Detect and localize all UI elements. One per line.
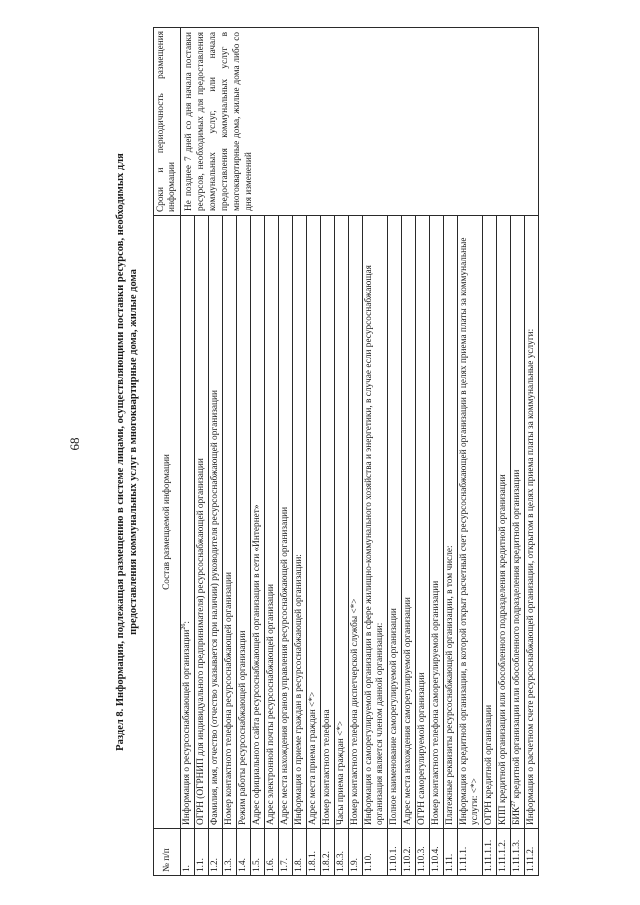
row-content [444, 216, 458, 829]
row-number: 1.4. [237, 829, 251, 876]
row-content [349, 216, 363, 829]
row-content-text: ОГРН саморегулируемой организации [417, 672, 427, 825]
row-content [181, 216, 195, 829]
header-terms: Сроки и периодичность размещения информации [154, 28, 181, 216]
row-content [279, 216, 293, 829]
row-content [321, 216, 335, 829]
info-table [153, 27, 539, 876]
row-content-tail: : [182, 621, 192, 624]
row-content [458, 216, 483, 829]
rotated-page-content [112, 28, 622, 876]
row-content-text: ОГРН (ОГРНИП для индивидуального предпринимателя) ресурсоснабжающей организации [196, 458, 206, 825]
header-content: Состав размещаемой информации [154, 216, 181, 829]
row-number: 1.7. [279, 829, 293, 876]
row-number: 1.1. [195, 829, 209, 876]
footnote-ref: 26 [180, 623, 187, 630]
row-content-text: Адрес места нахождения саморегулируемой организации [403, 597, 413, 825]
row-content [416, 216, 430, 829]
row-content [388, 216, 402, 829]
table-body [181, 28, 539, 876]
row-content-text: ОГРН кредитной организации [484, 704, 494, 825]
footnote-ref: 27 [510, 800, 517, 807]
row-content-text: Информация о приеме граждан в ресурсоснабжающей организации: [294, 554, 304, 825]
table-row [181, 28, 195, 876]
row-content-text: Информация о ресурсоснабжающей организации [182, 629, 192, 825]
row-content-text: Информация о расчетном счете ресурсоснабжающей организации, открытом в целях приема платы за коммунальные услуги: [526, 328, 536, 825]
terms-cell: Не позднее 7 дней со дня начала поставки ресурсов, необходимых для предоставления коммунальных услуг, или начала предоставления коммунальных услуг в многоквартирные дома, жилые дома либо со дня изменений [181, 28, 539, 216]
row-content [237, 216, 251, 829]
row-content [525, 216, 539, 829]
row-content-text: Фамилия, имя, отчество (отчество указывается при наличии) руководителя ресурсоснабжающей организации [210, 390, 220, 825]
row-content [265, 216, 279, 829]
row-content-text: Адрес официального сайта ресурсоснабжающей организации в сети «Интернет» [252, 504, 262, 825]
row-content-text: Номер контактного телефона диспетчерской службы <*> [350, 598, 360, 825]
header-num: № п/п [154, 829, 181, 876]
row-content-text: кредитной организации или обособленного подразделения кредитной организации [512, 469, 522, 801]
row-content-text: Платежные реквизиты ресурсоснабжающей организации, в том числе: [445, 545, 455, 825]
row-content [209, 216, 223, 829]
row-content [307, 216, 321, 829]
row-number: 1.5. [251, 829, 265, 876]
row-content-text: Режим работы ресурсоснабжающей организации [238, 630, 248, 825]
row-number: 1. [181, 829, 195, 876]
row-content [293, 216, 307, 829]
row-number: 1.11.2. [525, 829, 539, 876]
row-number: 1.10.2. [402, 829, 416, 876]
row-content [483, 216, 497, 829]
row-number: 1.6. [265, 829, 279, 876]
row-content-text: Часы приема граждан <*> [336, 720, 346, 825]
row-number: 1.9. [349, 829, 363, 876]
row-number: 1.8.1. [307, 829, 321, 876]
row-number: 1.11. [444, 829, 458, 876]
row-number: 1.8. [293, 829, 307, 876]
row-content-text: Полное наименование саморегулируемой организации [389, 608, 399, 825]
row-number: 1.2. [209, 829, 223, 876]
row-content-text: Адрес места нахождения органов управления ресурсоснабжающей организации [280, 506, 290, 825]
row-number: 1.10.3. [416, 829, 430, 876]
row-content [251, 216, 265, 829]
section-title-line-1: Раздел 8. Информация, подлежащая размещению в системе лицами, осуществляющими поставки ресурсов, необходимых для [115, 153, 126, 751]
row-content [335, 216, 349, 829]
row-number: 1.11.1. [458, 829, 483, 876]
row-content [363, 216, 388, 829]
row-content-text: Информация о кредитной организации, в которой открыт расчетный счет ресурсоснабжающей организации в целях приема платы за коммунальные услуги: <*> [459, 237, 480, 825]
row-content-text: Информация о саморегулируемой организации в сфере жилищно-коммунального хозяйства и энергетики, в случае если ресурсоснабжающая организация является членом данной организации: [364, 265, 385, 825]
row-content [223, 216, 237, 829]
row-number: 1.11.1.1. [483, 829, 497, 876]
row-number: 1.8.3. [335, 829, 349, 876]
row-content [511, 216, 525, 829]
row-content-text: Номер контактного телефона [322, 709, 332, 825]
table-header-row [154, 28, 181, 876]
row-content-text: Номер контактного телефона ресурсоснабжающей организации [224, 572, 234, 825]
section-title [112, 28, 153, 876]
row-number: 1.11.1.3. [511, 829, 525, 876]
row-content [430, 216, 444, 829]
row-content-text: Адрес места приема граждан <*> [308, 691, 318, 825]
row-number: 1.3. [223, 829, 237, 876]
row-content [402, 216, 416, 829]
row-number: 1.11.1.2. [497, 829, 511, 876]
row-number: 1.10.4. [430, 829, 444, 876]
row-content-text: КПП кредитной организации или обособленного подразделения кредитной организации [498, 474, 508, 825]
row-content [195, 216, 209, 829]
row-content-prefix: БИК [512, 806, 522, 825]
row-content-text: Номер контактного телефона саморегулируемой организации [431, 580, 441, 825]
row-content-text: Адрес электронной почты ресурсоснабжающей организации [266, 584, 276, 825]
row-number: 1.10. [363, 829, 388, 876]
row-content [497, 216, 511, 829]
row-number: 1.8.2. [321, 829, 335, 876]
page-number: 68 [67, 437, 82, 451]
row-number: 1.10.1. [388, 829, 402, 876]
section-title-line-2: предоставления коммунальных услуг в многоквартирные дома, жилые дома [128, 269, 139, 635]
